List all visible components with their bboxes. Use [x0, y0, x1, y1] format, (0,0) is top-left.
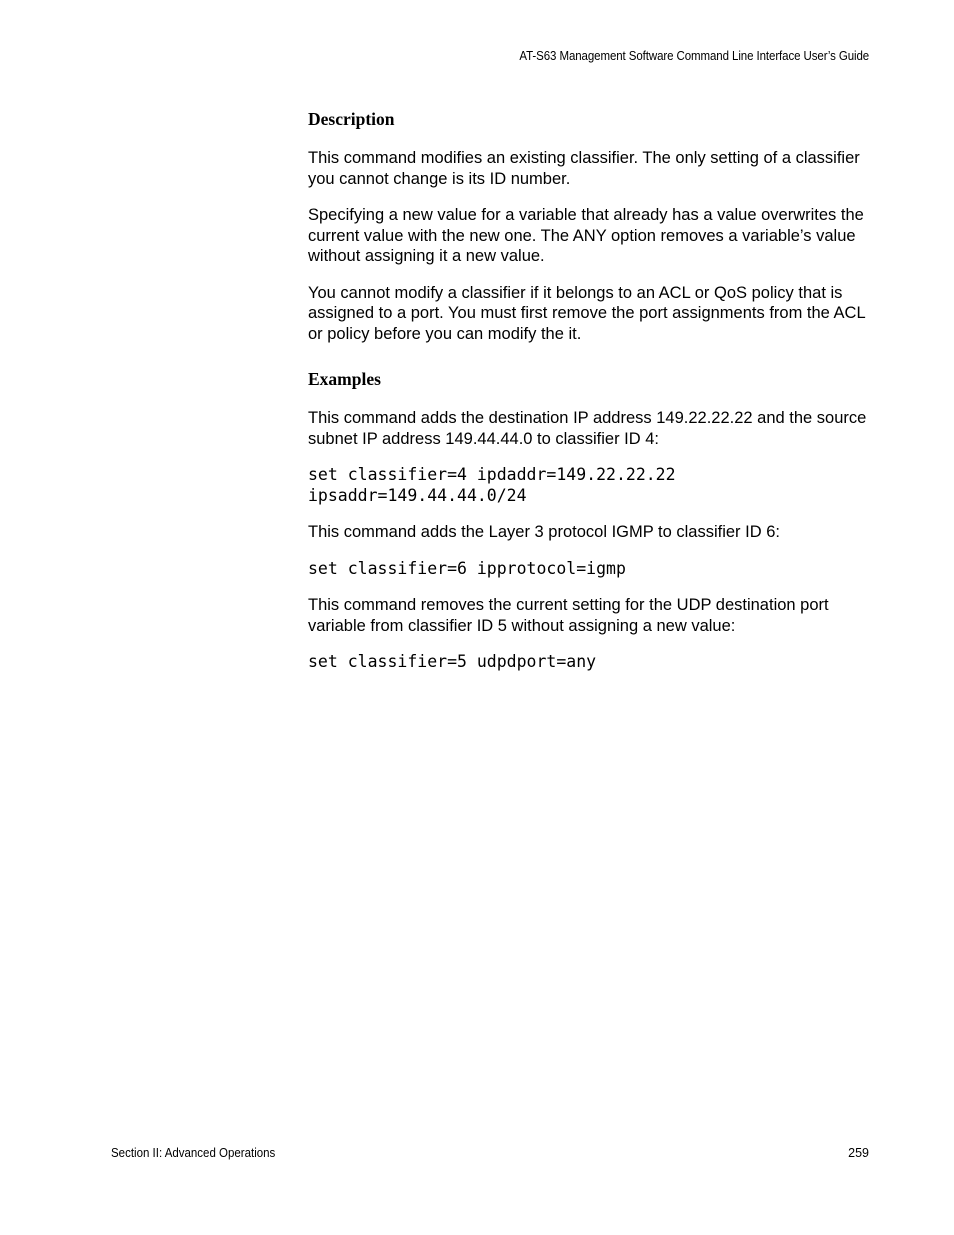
- examples-heading: Examples: [308, 369, 381, 389]
- footer-section: Section II: Advanced Operations: [111, 1146, 276, 1160]
- description-paragraph: You cannot modify a classifier if it belongs to an ACL or QoS policy that is assigned to a port. You must first remove the port assignments from the ACL or policy before you can modify the it.: [308, 283, 866, 343]
- example-description: This command adds the destination IP address 149.22.22.22 and the source subnet IP address 149.44.44.0 to classifier ID 4:: [308, 409, 867, 448]
- code-line: set classifier=6 ipprotocol=igmp: [308, 558, 626, 578]
- example-code: [308, 652, 878, 673]
- description-paragraph: This command modifies an existing classifier. The only setting of a classifier you cannot change is its ID number.: [308, 149, 860, 188]
- code-line: set classifier=5 udpdport=any: [308, 652, 597, 671]
- description-paragraph: Specifying a new value for a variable that already has a value overwrites the current value with the new one. The ANY option removes a variable’s value without assigning it a new value.: [308, 206, 864, 265]
- example-description: This command removes the current setting for the UDP destination port variable from classifier ID 5 without assigning a new value:: [308, 596, 829, 635]
- description-heading: Description: [308, 109, 395, 129]
- example-description: This command adds the Layer 3 protocol IGMP to classifier ID 6:: [308, 523, 780, 541]
- example-code: [308, 559, 878, 580]
- code-line: ipsaddr=149.44.44.0/24: [308, 485, 527, 505]
- page-number: 259: [848, 1146, 869, 1160]
- code-line: set classifier=4 ipdaddr=149.22.22.22: [308, 465, 676, 484]
- example-code: [308, 465, 878, 506]
- main-content: [308, 108, 878, 689]
- running-header: AT-S63 Management Software Command Line Interface User’s Guide: [519, 49, 869, 63]
